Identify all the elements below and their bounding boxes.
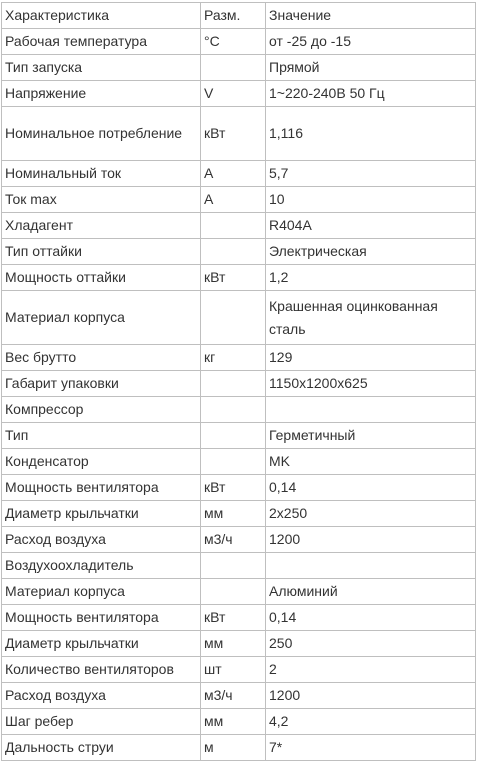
cell-unit: кВт — [201, 265, 266, 291]
cell-unit: мм — [201, 501, 266, 527]
table-row — [2, 605, 476, 631]
spec-table — [1, 2, 476, 761]
table-row — [2, 81, 476, 107]
cell-value: 1200 — [266, 683, 476, 709]
cell-characteristic: Материал корпуса — [2, 579, 201, 605]
cell-unit: кВт — [201, 605, 266, 631]
cell-unit — [201, 553, 266, 579]
cell-value: 5,7 — [266, 161, 476, 187]
cell-unit — [201, 213, 266, 239]
cell-value: 1200 — [266, 527, 476, 553]
cell-characteristic: Диаметр крыльчатки — [2, 631, 201, 657]
cell-characteristic: Номинальный ток — [2, 161, 201, 187]
cell-characteristic: Расход воздуха — [2, 527, 201, 553]
table-header-row — [2, 3, 476, 29]
cell-value: 0,14 — [266, 475, 476, 501]
cell-unit: А — [201, 161, 266, 187]
cell-value: Крашенная оцинкованная сталь — [266, 291, 476, 345]
cell-unit: кг — [201, 345, 266, 371]
cell-characteristic: Мощность вентилятора — [2, 605, 201, 631]
cell-unit: мм — [201, 631, 266, 657]
cell-characteristic: Диаметр крыльчатки — [2, 501, 201, 527]
header-value: Значение — [266, 3, 476, 29]
cell-value: Алюминий — [266, 579, 476, 605]
table-row — [2, 709, 476, 735]
cell-characteristic: Конденсатор — [2, 449, 201, 475]
table-row — [2, 371, 476, 397]
cell-characteristic: Ток max — [2, 187, 201, 213]
cell-characteristic: Тип запуска — [2, 55, 201, 81]
table-row — [2, 291, 476, 345]
cell-characteristic: Тип оттайки — [2, 239, 201, 265]
table-row — [2, 213, 476, 239]
cell-characteristic: Шаг ребер — [2, 709, 201, 735]
cell-unit: кВт — [201, 107, 266, 161]
cell-unit — [201, 55, 266, 81]
cell-characteristic: Рабочая температура — [2, 29, 201, 55]
cell-value: от -25 до -15 — [266, 29, 476, 55]
table-row — [2, 579, 476, 605]
cell-unit — [201, 371, 266, 397]
cell-characteristic: Мощность оттайки — [2, 265, 201, 291]
cell-value — [266, 397, 476, 423]
header-unit: Разм. — [201, 3, 266, 29]
cell-characteristic: Материал корпуса — [2, 291, 201, 345]
cell-unit — [201, 397, 266, 423]
cell-characteristic: Номинальное потребление — [2, 107, 201, 161]
cell-characteristic: Габарит упаковки — [2, 371, 201, 397]
cell-characteristic: Хладагент — [2, 213, 201, 239]
cell-characteristic: Вес брутто — [2, 345, 201, 371]
cell-value: Прямой — [266, 55, 476, 81]
cell-characteristic: Количество вентиляторов — [2, 657, 201, 683]
cell-unit — [201, 239, 266, 265]
cell-unit — [201, 579, 266, 605]
cell-value — [266, 553, 476, 579]
cell-unit: м3/ч — [201, 683, 266, 709]
cell-unit — [201, 423, 266, 449]
table-row — [2, 423, 476, 449]
cell-value: 250 — [266, 631, 476, 657]
cell-unit: мм — [201, 709, 266, 735]
table-row — [2, 397, 476, 423]
spec-table-body — [2, 3, 476, 761]
table-row — [2, 239, 476, 265]
table-row — [2, 345, 476, 371]
cell-unit — [201, 291, 266, 345]
cell-value: 1,2 — [266, 265, 476, 291]
cell-characteristic: Компрессор — [2, 397, 201, 423]
cell-value: 0,14 — [266, 605, 476, 631]
table-row — [2, 187, 476, 213]
cell-value: 1,116 — [266, 107, 476, 161]
cell-value: Электрическая — [266, 239, 476, 265]
cell-value: 1~220-240В 50 Гц — [266, 81, 476, 107]
cell-value: 1150x1200x625 — [266, 371, 476, 397]
table-row — [2, 631, 476, 657]
table-row — [2, 683, 476, 709]
cell-characteristic: Напряжение — [2, 81, 201, 107]
cell-unit: м3/ч — [201, 527, 266, 553]
cell-characteristic: Тип — [2, 423, 201, 449]
cell-characteristic: Расход воздуха — [2, 683, 201, 709]
cell-unit: шт — [201, 657, 266, 683]
cell-unit: А — [201, 187, 266, 213]
cell-unit — [201, 449, 266, 475]
table-row — [2, 501, 476, 527]
cell-unit: V — [201, 81, 266, 107]
cell-unit: м — [201, 735, 266, 761]
table-row — [2, 107, 476, 161]
cell-value: 129 — [266, 345, 476, 371]
cell-unit: кВт — [201, 475, 266, 501]
cell-characteristic: Мощность вентилятора — [2, 475, 201, 501]
cell-unit: °C — [201, 29, 266, 55]
cell-value: 2x250 — [266, 501, 476, 527]
table-row — [2, 265, 476, 291]
cell-value: 2 — [266, 657, 476, 683]
cell-value: 10 — [266, 187, 476, 213]
table-row — [2, 29, 476, 55]
header-characteristic: Характеристика — [2, 3, 201, 29]
table-row — [2, 449, 476, 475]
table-row — [2, 55, 476, 81]
table-row — [2, 553, 476, 579]
table-row — [2, 161, 476, 187]
cell-value: MK — [266, 449, 476, 475]
cell-value: R404A — [266, 213, 476, 239]
cell-value: 4,2 — [266, 709, 476, 735]
cell-characteristic: Дальность струи — [2, 735, 201, 761]
table-row — [2, 735, 476, 761]
table-row — [2, 527, 476, 553]
cell-value: 7* — [266, 735, 476, 761]
table-row — [2, 657, 476, 683]
cell-characteristic: Воздухоохладитель — [2, 553, 201, 579]
table-row — [2, 475, 476, 501]
cell-value: Герметичный — [266, 423, 476, 449]
